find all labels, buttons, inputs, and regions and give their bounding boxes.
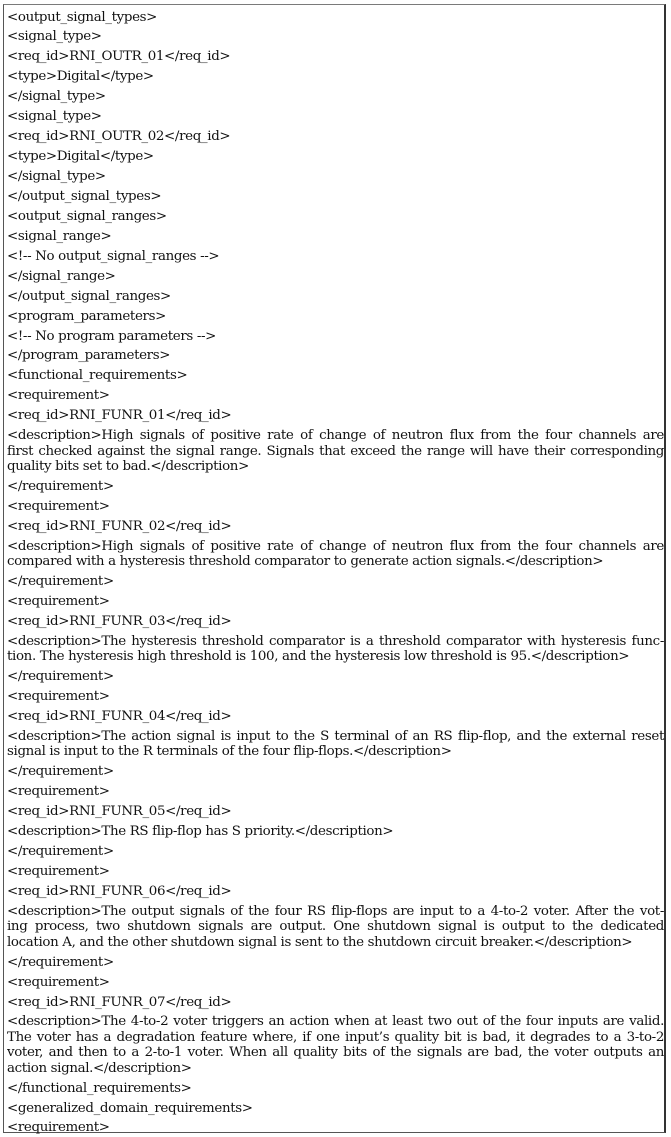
xml-line <box>7 840 664 860</box>
xml-line <box>7 1096 664 1116</box>
xml-line <box>7 820 664 840</box>
text-line: <description>The RS flip-flop has S priority.</description> <box>7 824 394 840</box>
text-line: <signal_type> <box>7 109 102 125</box>
xml-line <box>7 264 664 284</box>
text-line: <functional_requirements> <box>7 368 188 384</box>
text-line: <description>The hysteresis threshold comparator is a threshold comparator with hysteresis func- <box>7 633 664 649</box>
xml-line <box>7 589 664 609</box>
text-line: compared with a hysteresis threshold comparator to generate action signals.</description> <box>7 554 604 570</box>
text-line: </requirement> <box>7 669 114 685</box>
xml-line <box>7 384 664 404</box>
xml-line <box>7 85 664 105</box>
xml-line <box>7 860 664 880</box>
description-paragraph <box>7 534 664 569</box>
xml-line <box>7 609 664 629</box>
text-line: </requirement> <box>7 574 114 590</box>
xml-line <box>7 514 664 534</box>
text-line: <!-- No output_signal_ranges --> <box>7 248 220 264</box>
xml-line <box>7 665 664 685</box>
text-line: location A, and the other shutdown signal is sent to the shutdown circuit breaker.</description> <box>7 934 633 950</box>
text-line: <type>Digital</type> <box>7 69 154 85</box>
description-paragraph <box>7 629 664 664</box>
text-line: <requirement> <box>7 594 110 610</box>
xml-line <box>7 1076 664 1096</box>
text-line: <req_id>RNI_OUTR_02</req_id> <box>7 129 231 145</box>
text-line: <!-- No program parameters --> <box>7 328 217 344</box>
text-line: <signal_range> <box>7 228 112 244</box>
xml-line <box>7 145 664 165</box>
text-line: <requirement> <box>7 864 110 880</box>
xml-line <box>7 184 664 204</box>
xml-listing <box>7 5 664 1136</box>
xml-line <box>7 800 664 820</box>
text-line: <req_id>RNI_FUNR_04</req_id> <box>7 709 232 725</box>
xml-line <box>7 364 664 384</box>
description-paragraph <box>7 424 664 475</box>
text-line: <req_id>RNI_FUNR_02</req_id> <box>7 518 232 534</box>
xml-line <box>7 224 664 244</box>
text-line: ing process, two shutdown signals are output. One shutdown signal is output to the dedicated <box>7 919 664 935</box>
text-line: <requirement> <box>7 974 110 990</box>
xml-line <box>7 344 664 364</box>
text-line: <req_id>RNI_OUTR_01</req_id> <box>7 49 231 65</box>
text-line: <requirement> <box>7 1120 110 1136</box>
text-line: </requirement> <box>7 478 114 494</box>
xml-line <box>7 780 664 800</box>
text-line: </signal_range> <box>7 268 116 284</box>
text-line: <type>Digital</type> <box>7 149 154 165</box>
xml-line <box>7 165 664 185</box>
text-line: <description>The output signals of the four RS flip-flops are input to a 4-to-2 voter. After the vot- <box>7 903 664 919</box>
text-line: <requirement> <box>7 784 110 800</box>
xml-line <box>7 685 664 705</box>
text-line: tion. The hysteresis high threshold is 100, and the hysteresis low threshold is 95.</description> <box>7 649 630 665</box>
text-line: </output_signal_ranges> <box>7 288 171 304</box>
text-line: </output_signal_types> <box>7 188 162 204</box>
text-line: </requirement> <box>7 954 114 970</box>
text-line: quality bits set to bad.</description> <box>7 459 249 475</box>
text-line: <req_id>RNI_FUNR_05</req_id> <box>7 804 232 820</box>
text-line: </requirement> <box>7 844 114 860</box>
text-line: <requirement> <box>7 689 110 705</box>
xml-line <box>7 1116 664 1136</box>
text-line: action signal.</description> <box>7 1060 192 1076</box>
xml-line <box>7 125 664 145</box>
text-line: <req_id>RNI_FUNR_07</req_id> <box>7 994 232 1010</box>
text-line: </signal_type> <box>7 89 106 105</box>
description-paragraph <box>7 899 664 950</box>
text-line: The voter has a degradation feature where, if one input’s quality bit is bad, it degrades to a 3-to-2 <box>7 1029 664 1045</box>
text-line: first checked against the signal range. Signals that exceed the range will have their corresponding <box>7 443 664 459</box>
xml-line <box>7 760 664 780</box>
xml-line <box>7 990 664 1010</box>
text-line: <output_signal_types> <box>7 9 158 25</box>
description-paragraph <box>7 1010 664 1076</box>
xml-line <box>7 5 664 25</box>
xml-line <box>7 950 664 970</box>
xml-line <box>7 404 664 424</box>
xml-line <box>7 474 664 494</box>
xml-line <box>7 65 664 85</box>
xml-line <box>7 244 664 264</box>
text-line: <requirement> <box>7 388 110 404</box>
text-line: </requirement> <box>7 764 114 780</box>
xml-line <box>7 324 664 344</box>
xml-line <box>7 45 664 65</box>
text-line: <description>High signals of positive rate of change of neutron flux from the four channels are <box>7 428 664 444</box>
xml-line <box>7 105 664 125</box>
text-line: <req_id>RNI_FUNR_01</req_id> <box>7 408 232 424</box>
text-line: <req_id>RNI_FUNR_03</req_id> <box>7 613 232 629</box>
text-line: <description>The action signal is input to the S terminal of an RS flip-flop, and the external reset <box>7 729 664 745</box>
text-line: <description>The 4-to-2 voter triggers an action when at least two out of the four inputs are valid. <box>7 1014 664 1030</box>
text-line: <req_id>RNI_FUNR_06</req_id> <box>7 884 232 899</box>
text-line: <description>High signals of positive rate of change of neutron flux from the four channels are <box>7 538 664 554</box>
text-line: <signal_type> <box>7 29 102 45</box>
description-paragraph <box>7 725 664 760</box>
xml-line <box>7 705 664 725</box>
text-line: <requirement> <box>7 498 110 514</box>
text-line: </signal_type> <box>7 169 106 185</box>
xml-line <box>7 494 664 514</box>
xml-line <box>7 304 664 324</box>
text-line: <program_parameters> <box>7 308 166 324</box>
xml-line <box>7 879 664 899</box>
text-line: <generalized_domain_requirements> <box>7 1100 253 1116</box>
xml-line <box>7 204 664 224</box>
xml-line <box>7 970 664 990</box>
text-line: </functional_requirements> <box>7 1080 192 1096</box>
xml-line <box>7 570 664 590</box>
text-line: <output_signal_ranges> <box>7 208 167 224</box>
xml-line <box>7 284 664 304</box>
xml-line <box>7 25 664 45</box>
text-line: </program_parameters> <box>7 348 171 364</box>
text-line: signal is input to the R terminals of the four flip-flops.</description> <box>7 744 452 760</box>
text-line: voter, and then to a 2-to-1 voter. When all quality bits of the signals are bad, the voter outputs an <box>7 1045 664 1061</box>
